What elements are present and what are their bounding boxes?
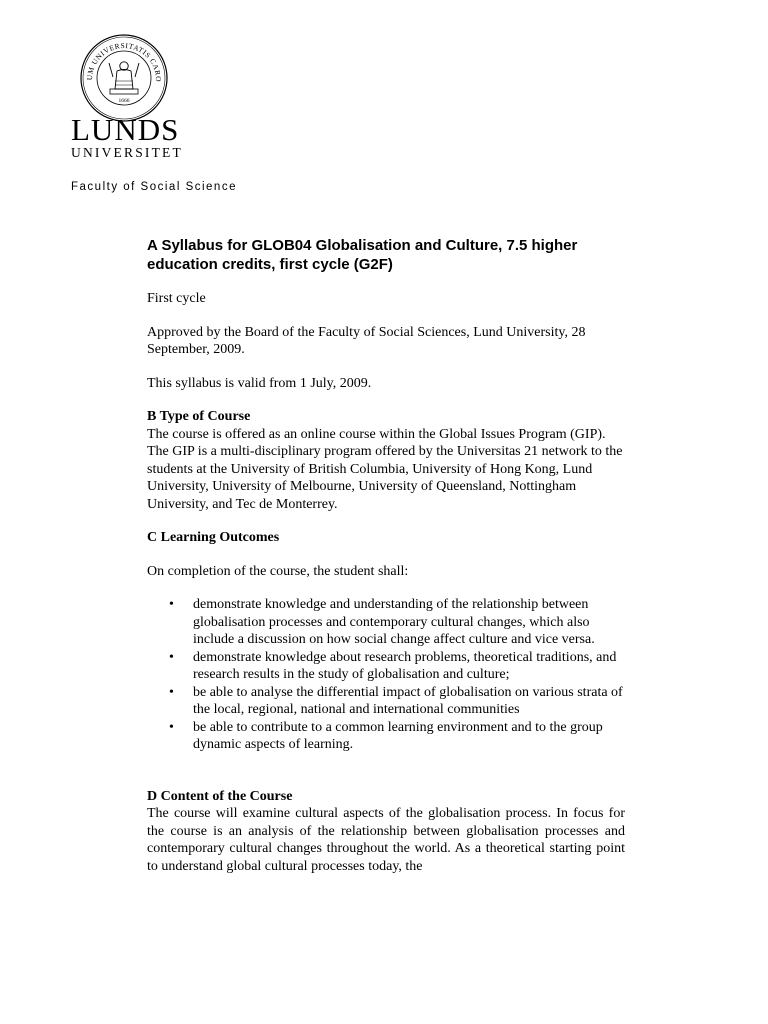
- document-body: [147, 236, 625, 875]
- section-b-body: The course is offered as an online course within the Global Issues Program (GIP). The GIP is a multi-disciplinary program offered by the Universitas 21 network to the students at the University of British Columbia, University of Hong Kong, Lund University, University of Melbourne, University of Queensland, Nottingham University, and Tec de Monterrey.: [147, 426, 623, 512]
- bullet-icon: •: [169, 719, 174, 735]
- university-logo: [71, 114, 183, 161]
- faculty-name: Faculty of Social Science: [71, 181, 237, 193]
- logo-line-universitet: UNIVERSITET: [71, 145, 183, 160]
- list-item: • be able to analyse the differential impact of globalisation on various strata of the local, regional, national and international communities: [169, 684, 623, 717]
- seal-text: UM UNIVERSITATIS CARO: [84, 40, 164, 83]
- seal-year: 1666: [118, 98, 130, 104]
- section-d-heading: D Content of the Course: [147, 788, 293, 804]
- university-seal: [79, 33, 169, 123]
- section-c-intro: On completion of the course, the student shall:: [147, 563, 409, 579]
- list-item: • demonstrate knowledge about research problems, theoretical traditions, and research results in the study of globalisation and culture;: [169, 649, 617, 682]
- section-d-body: The course will examine cultural aspects of the globalisation process. In focus for the course is an analysis of the relationship between globalisation processes and contemporary cultural changes throughout the world. As a theoretical starting point to understand global cultural processes today, the: [147, 806, 625, 874]
- bullet-icon: •: [169, 597, 174, 612]
- cycle-text: First cycle: [147, 291, 206, 306]
- bullet-icon: •: [169, 649, 174, 665]
- list-item: • be able to contribute to a common learning environment and to the group dynamic aspects of learning.: [169, 719, 603, 752]
- section-c-heading: C Learning Outcomes: [147, 530, 280, 545]
- logo-line-lunds: LUNDS: [71, 112, 180, 147]
- bullet-icon: •: [169, 684, 174, 700]
- approval-text: Approved by the Board of the Faculty of Social Sciences, Lund University, 28 September, 2009.: [147, 324, 586, 357]
- seal-icon: [79, 33, 169, 123]
- validity-text: This syllabus is valid from 1 July, 2009.: [147, 375, 372, 391]
- document-title: A Syllabus for GLOB04 Globalisation and Culture, 7.5 higher education credits, first cycle (G2F): [147, 237, 578, 273]
- list-item: • demonstrate knowledge and understanding of the relationship between globalisation processes and contemporary cultural changes, which also include a discussion on how social change affect culture and vice versa.: [169, 597, 595, 647]
- section-b-heading: B Type of Course: [147, 409, 251, 424]
- learning-outcomes-list: [147, 596, 625, 754]
